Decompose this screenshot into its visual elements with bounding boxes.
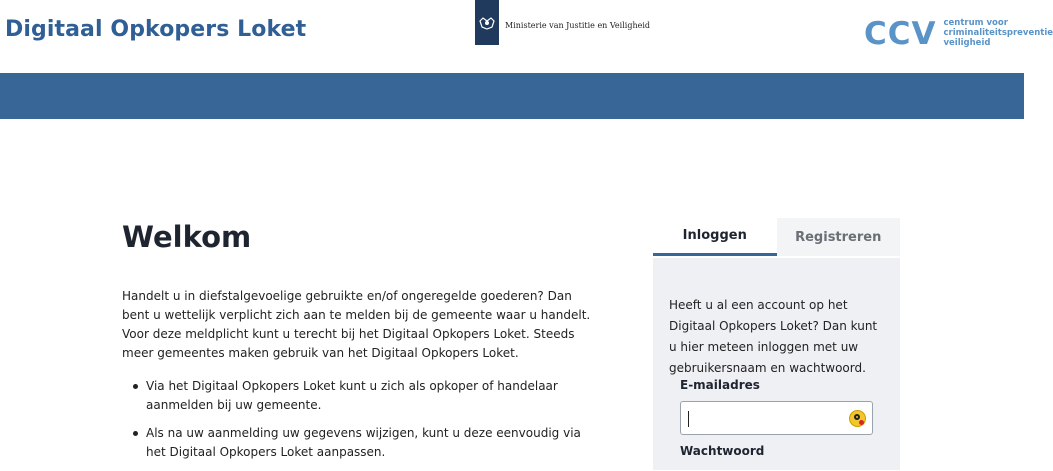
login-form [653,258,900,470]
site-title-link[interactable]: Digitaal Opkopers Loket [5,17,306,42]
ccv-line-1: centrum voor [944,18,1053,28]
intro-paragraph: Handelt u in diefstalgevoelige gebruikte en/of ongeregelde goederen? Dan bent u wettelijk verplicht zich aan te melden bij de gemeente waar u handelt. Voor deze meldplicht kunt u terecht bij het Digitaal Opkopers Loket. Steeds meer gemeentes maken gebruik van het Digitaal Opkopers Loket. [122,287,592,363]
list-item-text: Via het Digitaal Opkopers Loket kunt u zich als opkoper of handelaar aanmelden bij uw gemeente. [146,379,558,412]
list-item [122,424,592,462]
tab-inloggen[interactable]: Inloggen [653,218,777,256]
ccv-line-2: criminaliteitspreventie [944,28,1053,38]
ccv-logo[interactable] [864,18,1053,50]
tab-registreren[interactable]: Registreren [777,218,901,256]
list-item [122,377,592,415]
login-tabs [653,218,900,256]
password-manager-icon[interactable] [849,410,866,427]
text-caret [688,411,689,427]
login-panel [653,218,900,470]
ministry-logo [475,0,650,46]
ccv-line-3: veiligheid [944,38,1053,48]
email-label: E-mailadres [680,378,760,392]
feature-list [122,377,592,471]
ccv-logo-mark: CCV [864,18,937,50]
bullet-icon [133,384,138,389]
ccv-logo-words [944,18,1053,48]
page-title: Welkom [122,220,251,254]
bullet-icon [133,431,138,436]
password-label: Wachtwoord [680,444,764,458]
email-field[interactable] [680,401,873,435]
coat-of-arms-icon [475,0,499,45]
login-description: Heeft u al een account op het Digitaal Opkopers Loket? Dan kunt u hier meteen inloggen met uw gebruikersnaam en wachtwoord. [669,295,879,379]
site-header [0,0,1024,73]
ministry-name: Ministerie van Justitie en Veiligheid [505,21,650,30]
navigation-bar [0,73,1024,119]
list-item-text: Als na uw aanmelding uw gegevens wijzigen, kunt u deze eenvoudig via het Digitaal Opkopers Loket aanpassen. [146,426,581,459]
